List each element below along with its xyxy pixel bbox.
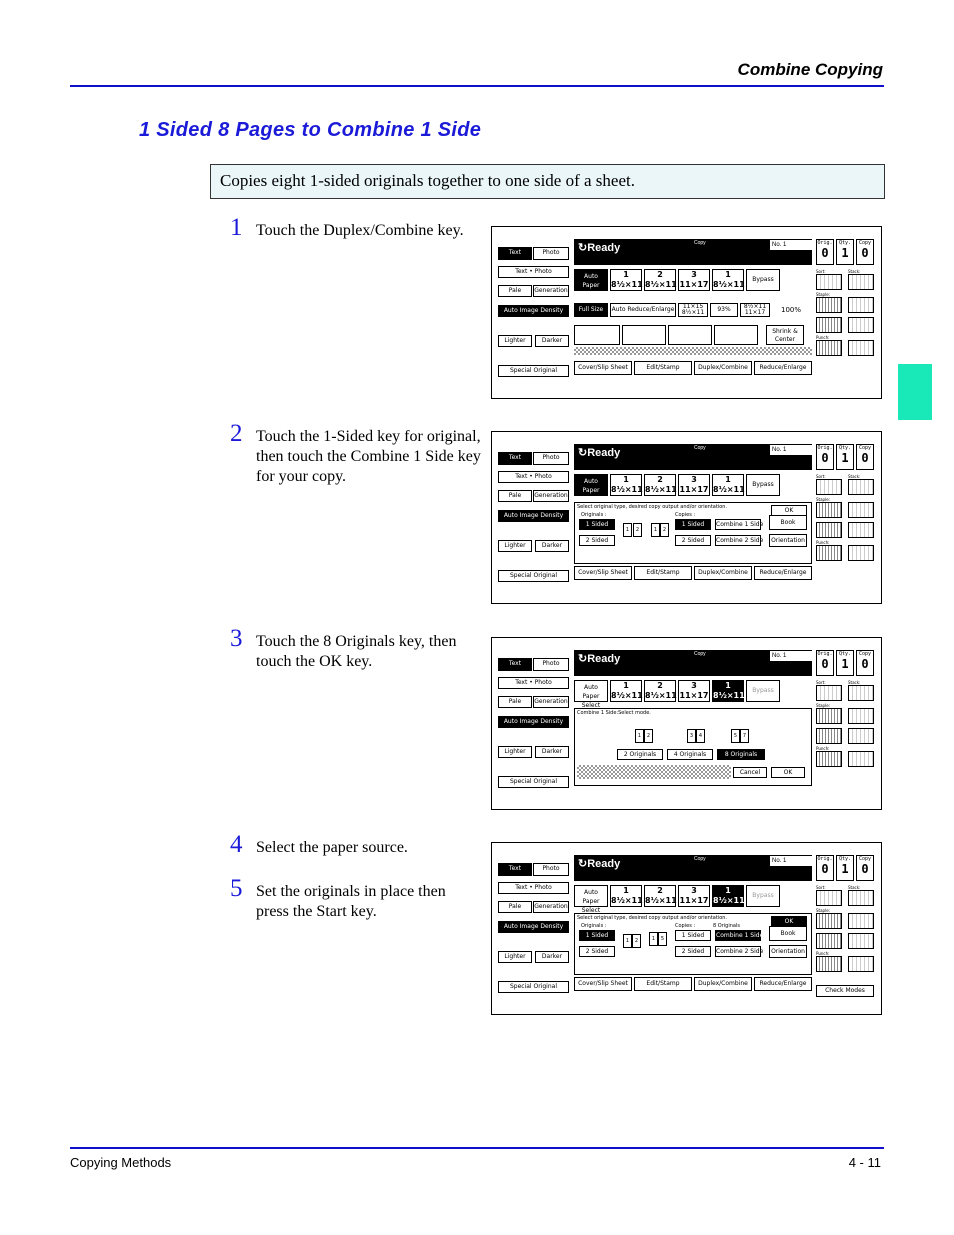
eight-originals-button[interactable]: 8 Originals — [717, 749, 765, 760]
screenshot-3 — [491, 637, 882, 810]
darker-button[interactable]: Darker — [535, 335, 569, 347]
punch-label: Punch: — [816, 335, 830, 340]
cover-slip-tab[interactable]: Cover/Slip Sheet — [574, 977, 632, 991]
tray-3[interactable]: 3 11×17 — [679, 475, 709, 494]
combine-1-side-button[interactable]: Combine 1 Side — [716, 932, 764, 939]
lighter-button[interactable]: Lighter — [498, 540, 532, 552]
lighter-button[interactable]: Lighter — [498, 951, 532, 963]
generation-button[interactable]: Generation — [533, 285, 569, 297]
tray-4[interactable]: 1 8½×11 — [713, 886, 745, 905]
stack-icon[interactable] — [848, 890, 874, 906]
ready-label: ↻Ready — [578, 242, 621, 254]
staple-icon-4[interactable] — [848, 728, 874, 744]
step-text-2: Touch the 1-Sided key for original, then touch the Combine 1 Side key for your copy. — [256, 428, 481, 485]
generation-button[interactable]: Generation — [533, 901, 569, 913]
orientation-button[interactable]: Orientation — [769, 945, 807, 958]
punch-icon-1[interactable] — [816, 340, 842, 356]
ok-button[interactable]: OK — [771, 916, 807, 927]
auto-paper-select-button[interactable]: Auto Paper Select — [574, 885, 608, 907]
step-text-4: Select the paper source. — [256, 839, 408, 856]
preset-icon-3[interactable] — [668, 325, 712, 345]
auto-reduce-button[interactable]: Auto Reduce/Enlarge — [610, 303, 676, 317]
edit-stamp-tab[interactable]: Edit/Stamp — [634, 977, 692, 991]
ready-icon: ↻ — [578, 242, 588, 254]
photo-mode-button[interactable]: Photo — [533, 863, 569, 876]
counter-qty: Qty. 1 — [836, 444, 854, 470]
tray-3[interactable]: 3 11×17 — [679, 886, 709, 905]
staple-icon-4[interactable] — [848, 933, 874, 949]
paper-trays — [574, 885, 812, 914]
bypass-tray[interactable]: Bypass — [746, 269, 780, 291]
preset-icon-2[interactable] — [622, 325, 666, 345]
step-number-3: 3 — [230, 625, 243, 652]
punch-label: Punch: — [816, 746, 830, 751]
ready-icon: ↻ — [578, 447, 588, 459]
counter-copy: Copy 0 — [856, 855, 874, 881]
stack-icon[interactable] — [848, 479, 874, 495]
copy-2-sided-button[interactable]: 2 Sided — [675, 946, 711, 957]
ready-bar — [574, 855, 812, 881]
generation-button[interactable]: Generation — [533, 696, 569, 708]
left-panel — [498, 855, 570, 1001]
book-button[interactable]: Book — [769, 926, 807, 941]
preset-icon-1[interactable] — [574, 325, 620, 345]
staple-icon-2[interactable] — [848, 502, 874, 518]
bypass-tray[interactable]: Bypass — [746, 885, 780, 907]
staple-icon-3[interactable] — [816, 317, 842, 333]
copy-label: Copy — [694, 651, 706, 657]
footer-rule — [70, 1147, 884, 1149]
ok-button[interactable]: OK — [771, 505, 807, 516]
punch-label: Punch: — [816, 951, 830, 956]
original-1-sided-button[interactable]: 1 Sided — [579, 930, 615, 941]
staple-icon-2[interactable] — [848, 297, 874, 313]
bottom-tabs — [574, 361, 812, 377]
ready-icon: ↻ — [578, 653, 588, 665]
text-mode-button[interactable]: Text — [498, 247, 532, 260]
staple-icon-4[interactable] — [848, 522, 874, 538]
finisher-panel — [816, 680, 874, 796]
layout-4-icon-a: 3 — [687, 729, 696, 743]
tray-1[interactable]: 1 8½×11 — [611, 270, 643, 289]
auto-paper-select-button[interactable]: Auto Paper Select — [574, 474, 608, 496]
sort-icon[interactable] — [816, 479, 842, 495]
job-number: No. 1 — [770, 445, 812, 455]
staple-icon-2[interactable] — [848, 913, 874, 929]
step-text-3: Touch the 8 Originals key, then touch the OK key. — [256, 633, 457, 670]
text-photo-button[interactable]: Text • Photo — [498, 471, 569, 483]
tray-3[interactable]: 3 11×17 — [679, 681, 709, 700]
combine-mode-dialog — [574, 708, 812, 786]
step-number-2: 2 — [230, 420, 243, 447]
tray-2[interactable]: 2 8½×11 — [645, 270, 677, 289]
staple-label: Staple: — [816, 497, 831, 502]
staple-icon-1[interactable] — [816, 502, 842, 518]
panel-screen — [498, 239, 874, 385]
staple-icon-4[interactable] — [848, 317, 874, 333]
full-size-button[interactable]: Full Size — [574, 303, 608, 317]
step-text-1: Touch the Duplex/Combine key. — [256, 222, 464, 239]
sort-icon[interactable] — [816, 274, 842, 290]
paper-trays — [574, 680, 812, 709]
page-icon-2: 2 — [633, 523, 642, 537]
cancel-button[interactable]: Cancel — [733, 767, 767, 778]
staple-icon-3[interactable] — [816, 522, 842, 538]
originals-label: Originals : — [581, 923, 607, 929]
finisher-panel — [816, 269, 874, 385]
reduce-enlarge-tab[interactable]: Reduce/Enlarge — [754, 361, 812, 375]
left-panel — [498, 444, 570, 590]
punch-icon-2[interactable] — [848, 956, 874, 972]
auto-density-button[interactable]: Auto Image Density — [498, 921, 569, 933]
tray-2[interactable]: 2 8½×11 — [645, 886, 677, 905]
photo-mode-button[interactable]: Photo — [533, 247, 569, 260]
tray-2[interactable]: 2 8½×11 — [645, 681, 677, 700]
pale-button[interactable]: Pale — [498, 490, 532, 502]
auto-density-button[interactable]: Auto Image Density — [498, 716, 569, 728]
tray-4[interactable]: 1 8½×11 — [713, 270, 745, 289]
ready-label: ↻Ready — [578, 447, 621, 459]
auto-density-button[interactable]: Auto Image Density — [498, 305, 569, 317]
pale-button[interactable]: Pale — [498, 285, 532, 297]
header-section-title: Combine Copying — [737, 60, 883, 79]
finisher-panel — [816, 474, 874, 590]
pattern-strip — [577, 765, 731, 779]
tray-1[interactable]: 1 8½×11 — [611, 475, 643, 494]
reduce-enlarge-tab[interactable]: Reduce/Enlarge — [754, 977, 812, 991]
ready-bar — [574, 650, 812, 676]
counter-orig: Orig. 0 — [816, 239, 834, 265]
counter-qty: Qty. 1 — [836, 855, 854, 881]
punch-label: Punch: — [816, 540, 830, 545]
step-text-5: Set the originals in place then press the Start key. — [256, 883, 446, 920]
job-number: No. 1 — [770, 856, 812, 866]
sort-label: Sort: — [816, 885, 826, 890]
step-number-1: 1 — [230, 214, 243, 241]
page-icon-1: 1 — [623, 523, 632, 537]
originals-count-label: 8 Originals — [713, 923, 740, 929]
punch-icon-1[interactable] — [816, 545, 842, 561]
preset-icon-4[interactable] — [714, 325, 758, 345]
panel-screen — [498, 855, 874, 1001]
staple-icon-2[interactable] — [848, 708, 874, 724]
four-originals-button[interactable]: 4 Originals — [667, 749, 713, 760]
sort-icon[interactable] — [816, 890, 842, 906]
instruction-message: Select original type, desired copy output and/or orientation. — [577, 915, 728, 921]
original-2-sided-button[interactable]: 2 Sided — [579, 535, 615, 546]
copies-label: Copies : — [675, 923, 696, 929]
cover-slip-tab[interactable]: Cover/Slip Sheet — [574, 566, 632, 580]
tray-1[interactable]: 1 8½×11 — [611, 681, 643, 700]
tray-3[interactable]: 3 11×17 — [679, 270, 709, 289]
photo-mode-button[interactable]: Photo — [533, 452, 569, 465]
page-icon-2: 2 — [632, 934, 641, 948]
tray-4[interactable]: 1 8½×11 — [713, 475, 745, 494]
stack-label: Stack: — [848, 474, 861, 479]
tray-2[interactable]: 2 8½×11 — [645, 475, 677, 494]
pattern-strip — [574, 347, 812, 355]
darker-button[interactable]: Darker — [535, 951, 569, 963]
panel-screen — [498, 650, 874, 796]
layout-2-icon-b: 2 — [644, 729, 653, 743]
screenshot-2 — [491, 431, 882, 604]
left-panel — [498, 650, 570, 796]
cover-slip-tab[interactable]: Cover/Slip Sheet — [574, 361, 632, 375]
footer-chapter: Copying Methods — [70, 1155, 172, 1170]
two-originals-button[interactable]: 2 Originals — [617, 749, 663, 760]
step-number-5: 5 — [230, 875, 243, 902]
page-icon-4: 2 — [660, 523, 669, 537]
text-mode-button[interactable]: Text — [498, 863, 532, 876]
special-original-button[interactable]: Special Original — [498, 776, 569, 788]
paper-trays — [574, 474, 812, 503]
job-number: No. 1 — [770, 651, 812, 661]
copy-2-sided-button[interactable]: 2 Sided — [675, 535, 711, 546]
layout-2-icon-a: 1 — [635, 729, 644, 743]
special-original-button[interactable]: Special Original — [498, 365, 569, 377]
counter-copy: Copy 0 — [856, 239, 874, 265]
generation-button[interactable]: Generation — [533, 490, 569, 502]
section-title: 1 Sided 8 Pages to Combine 1 Side — [139, 119, 482, 141]
copy-label: Copy — [694, 856, 706, 862]
shrink-center-button[interactable]: Shrink & Center — [766, 325, 804, 345]
combine-2-side-button[interactable]: Combine 2 Side — [716, 948, 764, 955]
text-mode-button[interactable]: Text — [498, 452, 532, 465]
footer-page-number: 4 - 11 — [848, 1155, 881, 1170]
staple-icon-1[interactable] — [816, 708, 842, 724]
tray-1[interactable]: 1 8½×11 — [611, 886, 643, 905]
ratio-preset-1[interactable]: 11×15 8½×11 — [678, 303, 708, 317]
originals-label: Originals : — [581, 512, 607, 518]
left-panel — [498, 239, 570, 385]
instruction-message: Select original type, desired copy output and/or orientation. — [577, 504, 728, 510]
counter-copy: Copy 0 — [856, 650, 874, 676]
original-1-sided-button[interactable]: 1 Sided — [579, 519, 615, 530]
counter — [816, 444, 874, 470]
copy-1-sided-button[interactable]: 1 Sided — [675, 930, 711, 941]
ready-icon: ↻ — [578, 858, 588, 870]
finisher-panel — [816, 885, 874, 1001]
paper-trays — [574, 269, 812, 298]
text-photo-button[interactable]: Text • Photo — [498, 882, 569, 894]
staple-icon-1[interactable] — [816, 913, 842, 929]
edit-stamp-tab[interactable]: Edit/Stamp — [634, 566, 692, 580]
auto-paper-select-button[interactable]: Auto Paper Select — [574, 269, 608, 291]
page-icon-3: 1 — [649, 932, 658, 946]
counter-copy: Copy 0 — [856, 444, 874, 470]
text-photo-button[interactable]: Text • Photo — [498, 677, 569, 689]
sort-label: Sort: — [816, 269, 826, 274]
staple-label: Staple: — [816, 908, 831, 913]
staple-icon-3[interactable] — [816, 933, 842, 949]
orientation-button[interactable]: Orientation — [769, 534, 807, 547]
ratio-preset-2[interactable]: 8½×11 11×17 — [740, 303, 770, 317]
reduce-enlarge-tab[interactable]: Reduce/Enlarge — [754, 566, 812, 580]
punch-icon-2[interactable] — [848, 340, 874, 356]
duplex-combine-tab[interactable]: Duplex/Combine — [694, 977, 752, 991]
screenshot-4 — [491, 842, 882, 1015]
ready-label: ↻Ready — [578, 653, 621, 665]
combine-2-side-button[interactable]: Combine 2 Side — [716, 537, 764, 544]
page-icon-4: 5 — [658, 932, 667, 946]
counter-orig: Orig. 0 — [816, 650, 834, 676]
staple-icon-3[interactable] — [816, 728, 842, 744]
duplex-combine-tab[interactable]: Duplex/Combine — [694, 566, 752, 580]
stack-label: Stack: — [848, 269, 861, 274]
lighter-button[interactable]: Lighter — [498, 335, 532, 347]
copy-1-sided-button[interactable]: 1 Sided — [675, 519, 711, 530]
text-mode-button[interactable]: Text — [498, 658, 532, 671]
auto-density-button[interactable]: Auto Image Density — [498, 510, 569, 522]
job-number: No. 1 — [770, 240, 812, 250]
ratio-percent-2: 100% — [772, 303, 810, 317]
counter-qty: Qty. 1 — [836, 239, 854, 265]
duplex-options — [574, 913, 812, 975]
special-original-button[interactable]: Special Original — [498, 570, 569, 582]
counter — [816, 855, 874, 881]
edit-stamp-tab[interactable]: Edit/Stamp — [634, 361, 692, 375]
staple-label: Staple: — [816, 292, 831, 297]
header-rule — [70, 85, 884, 87]
book-button[interactable]: Book — [769, 515, 807, 530]
panel-screen — [498, 444, 874, 590]
bypass-tray[interactable]: Bypass — [746, 680, 780, 702]
copy-label: Copy — [694, 240, 706, 246]
step-number-4: 4 — [230, 831, 243, 858]
ready-label: ↻Ready — [578, 858, 621, 870]
bottom-tabs — [574, 566, 812, 582]
counter — [816, 650, 874, 676]
counter-qty: Qty. 1 — [836, 650, 854, 676]
page-icon-1: 1 — [623, 934, 632, 948]
text-photo-button[interactable]: Text • Photo — [498, 266, 569, 278]
duplex-options — [574, 502, 812, 564]
sort-icon[interactable] — [816, 685, 842, 701]
auto-paper-select-button[interactable]: Auto Paper Select — [574, 680, 608, 702]
bottom-tabs — [574, 977, 812, 993]
bypass-tray[interactable]: Bypass — [746, 474, 780, 496]
darker-button[interactable]: Darker — [535, 746, 569, 758]
tray-4[interactable]: 1 8½×11 — [713, 681, 745, 700]
screenshot-1 — [491, 226, 882, 399]
ready-bar — [574, 444, 812, 470]
counter-orig: Orig. 0 — [816, 855, 834, 881]
sort-label: Sort: — [816, 680, 826, 685]
stack-icon[interactable] — [848, 274, 874, 290]
sort-label: Sort: — [816, 474, 826, 479]
copy-label: Copy — [694, 445, 706, 451]
layout-8-icon-b: 7 — [740, 729, 749, 743]
pale-button[interactable]: Pale — [498, 901, 532, 913]
pale-button[interactable]: Pale — [498, 696, 532, 708]
ok-button[interactable]: OK — [771, 767, 805, 778]
intro-box: Copies eight 1-sided originals together to one side of a sheet. — [210, 164, 885, 199]
punch-icon-1[interactable] — [816, 956, 842, 972]
punch-icon-1[interactable] — [816, 751, 842, 767]
chapter-tab — [898, 364, 932, 420]
staple-label: Staple: — [816, 703, 831, 708]
darker-button[interactable]: Darker — [535, 540, 569, 552]
original-2-sided-button[interactable]: 2 Sided — [579, 946, 615, 957]
stack-label: Stack: — [848, 680, 861, 685]
layout-8-icon-a: 5 — [731, 729, 740, 743]
combine-1-side-button[interactable]: Combine 1 Side — [716, 521, 764, 528]
counter-orig: Orig. 0 — [816, 444, 834, 470]
reduce-enlarge-area — [574, 297, 812, 359]
staple-icon-1[interactable] — [816, 297, 842, 313]
stack-icon[interactable] — [848, 685, 874, 701]
stack-label: Stack: — [848, 885, 861, 890]
layout-4-icon-b: 4 — [696, 729, 705, 743]
copies-label: Copies : — [675, 512, 696, 518]
photo-mode-button[interactable]: Photo — [533, 658, 569, 671]
punch-icon-2[interactable] — [848, 545, 874, 561]
ready-bar — [574, 239, 812, 265]
punch-icon-2[interactable] — [848, 751, 874, 767]
lighter-button[interactable]: Lighter — [498, 746, 532, 758]
duplex-combine-tab[interactable]: Duplex/Combine — [694, 361, 752, 375]
ratio-percent-1[interactable]: 93% — [710, 303, 738, 317]
page-icon-3: 1 — [651, 523, 660, 537]
combine-mode-message: Combine 1 Side:Select mode. — [577, 710, 651, 716]
check-modes-button[interactable]: Check Modes — [816, 985, 874, 997]
counter — [816, 239, 874, 265]
special-original-button[interactable]: Special Original — [498, 981, 569, 993]
